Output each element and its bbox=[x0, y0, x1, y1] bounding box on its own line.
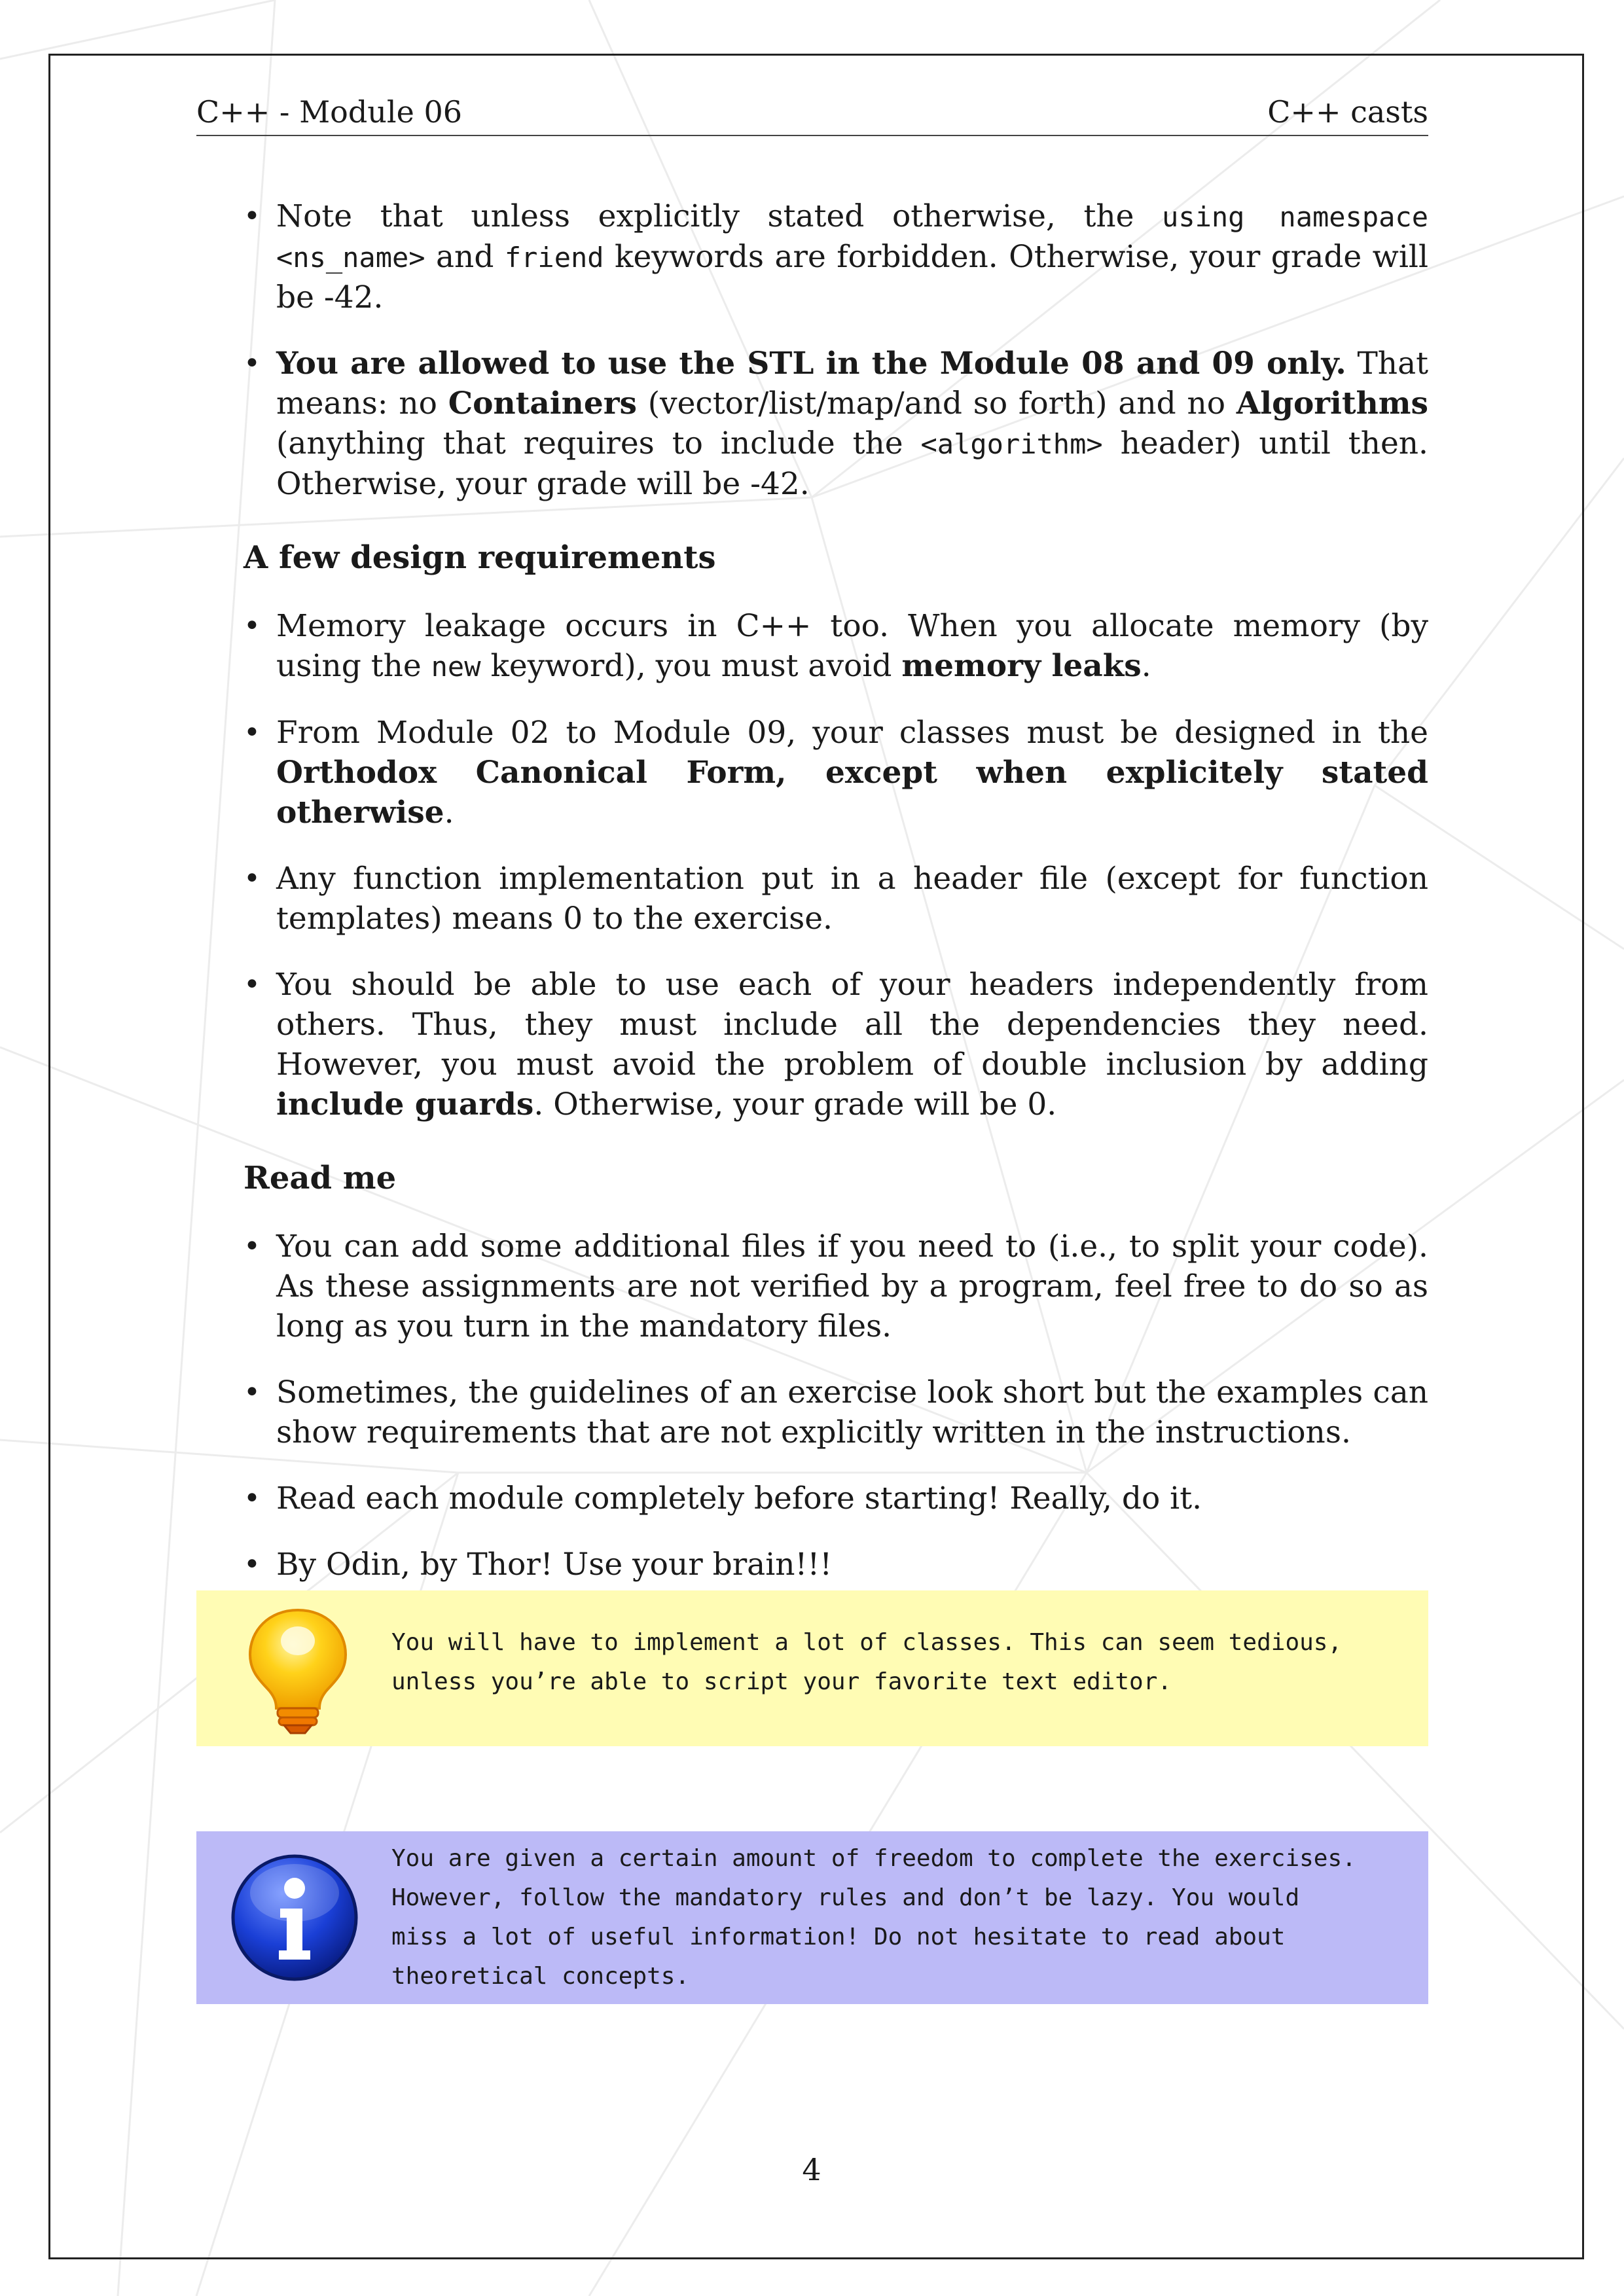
list-item: • Any function implementation put in a header file (except for function templates) means 0 to the exercise. bbox=[244, 859, 1428, 939]
page-content bbox=[244, 196, 1428, 1611]
info-box bbox=[196, 1831, 1428, 2004]
page-header bbox=[196, 92, 1428, 136]
tip-box bbox=[196, 1590, 1428, 1746]
list-item: • By Odin, by Thor! Use your brain!!! bbox=[244, 1545, 1428, 1585]
header-module-title: C++ - Module 06 bbox=[196, 94, 463, 130]
design-heading: A few design requirements bbox=[244, 539, 716, 576]
page-number: 4 bbox=[802, 2152, 821, 2187]
list-item: • You should be able to use each of your headers independently from others. Thus, they must include all the dependencies they need. However, you must avoid the problem of double inclusion by adding include guards. Otherwise, your grade will be 0. bbox=[244, 965, 1428, 1124]
list-item: • You are allowed to use the STL in the Module 08 and 09 only. That means: no Containers (vector/list/map/and so forth) and no Algorithms (anything that requires to include the <algorithm> header) until then. Otherwise, your grade will be -42. bbox=[244, 344, 1428, 504]
design-list bbox=[244, 606, 1428, 1124]
list-item: • Read each module completely before starting! Really, do it. bbox=[244, 1479, 1428, 1518]
readme-heading: Read me bbox=[244, 1160, 397, 1196]
list-item: • You can add some additional files if you need to (i.e., to split your code). As these assignments are not verified by a program, feel free to do so as long as you turn in the mandatory files. bbox=[244, 1227, 1428, 1346]
header-section-title: C++ casts bbox=[1267, 94, 1428, 130]
readme-list bbox=[244, 1227, 1428, 1585]
list-item: • Sometimes, the guidelines of an exercise look short but the examples can show requirements that are not explicitly written in the instructions. bbox=[244, 1372, 1428, 1452]
lightbulb-icon bbox=[242, 1605, 353, 1736]
info-text: You are given a certain amount of freedom to complete the exercises. However, follow the mandatory rules and don’t be lazy. You would miss a lot of useful information! Do not hesitate to read about theoretical concepts. bbox=[391, 1845, 1356, 1990]
list-item: • Note that unless explicitly stated otherwise, the using namespace <ns_name> and friend keywords are forbidden. Otherwise, your grade will be -42. bbox=[244, 196, 1428, 317]
list-item: • From Module 02 to Module 09, your classes must be designed in the Orthodox Canonical Form, except when explicitely stated otherwise. bbox=[244, 713, 1428, 833]
list-item: • Memory leakage occurs in C++ too. When you allocate memory (by using the new keyword), you must avoid memory leaks. bbox=[244, 606, 1428, 687]
rules-list bbox=[244, 196, 1428, 504]
tip-text: You will have to implement a lot of classes. This can seem tedious, unless you’re able to script your favorite text editor. bbox=[391, 1629, 1343, 1695]
info-icon bbox=[229, 1852, 360, 1983]
